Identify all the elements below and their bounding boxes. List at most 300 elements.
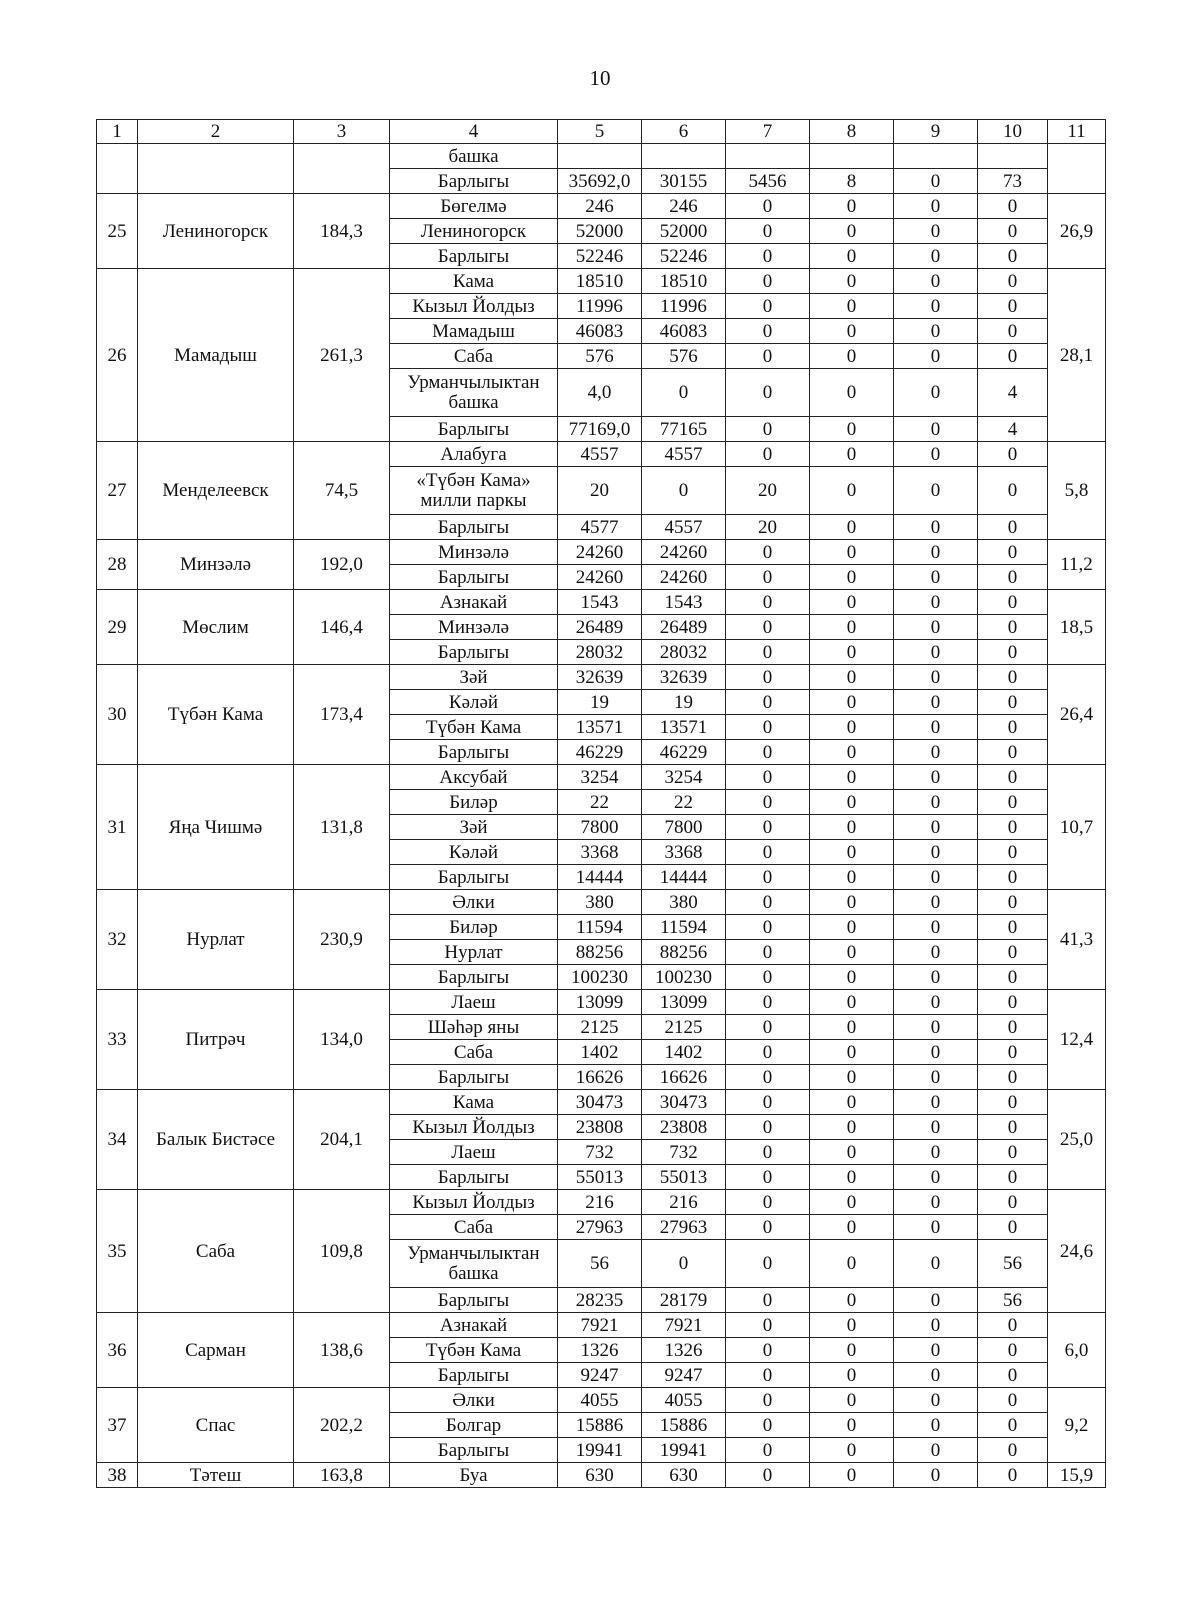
forestry-name: Барлыгы: [390, 1363, 558, 1388]
cell-c5: 1402: [558, 1040, 642, 1065]
cell-c5: 56: [558, 1240, 642, 1288]
column-header: 5: [558, 120, 642, 144]
district-share: 41,3: [1048, 890, 1106, 990]
cell-c7: 0: [726, 1363, 810, 1388]
cell-c6: 630: [642, 1463, 726, 1488]
cell-c5: 3254: [558, 765, 642, 790]
cell-c7: 0: [726, 194, 810, 219]
cell-c9: 0: [894, 1438, 978, 1463]
forestry-name: Кызыл Йолдыз: [390, 294, 558, 319]
cell-c8: 0: [810, 244, 894, 269]
cell-c9: 0: [894, 1115, 978, 1140]
forestry-name: Әлки: [390, 1388, 558, 1413]
cell-c10: 0: [978, 665, 1048, 690]
table-row: [97, 269, 1106, 294]
district-name: Мөслим: [138, 590, 294, 665]
district-area: 173,4: [294, 665, 390, 765]
cell-c7: 20: [726, 467, 810, 515]
cell-c9: 0: [894, 1363, 978, 1388]
district-name: Нурлат: [138, 890, 294, 990]
cell-c10: 0: [978, 940, 1048, 965]
forestry-name: Болгар: [390, 1413, 558, 1438]
cell-c5: 23808: [558, 1115, 642, 1140]
cell-c5: 4055: [558, 1388, 642, 1413]
cell-c6: 380: [642, 890, 726, 915]
cell-c6: 77165: [642, 417, 726, 442]
cell-c8: 0: [810, 369, 894, 417]
district-share: 6,0: [1048, 1313, 1106, 1388]
cell-c10: 0: [978, 590, 1048, 615]
row-number: 25: [97, 194, 138, 269]
cell-c8: 0: [810, 965, 894, 990]
forestry-name: Урманчылыктан башка: [390, 1240, 558, 1288]
cell-c6: 28179: [642, 1288, 726, 1313]
forestry-name: Барлыгы: [390, 1165, 558, 1190]
cell-c5: 30473: [558, 1090, 642, 1115]
forestry-name: Барлыгы: [390, 865, 558, 890]
cell-c10: 0: [978, 244, 1048, 269]
cell-c9: 0: [894, 169, 978, 194]
forestry-name: Нурлат: [390, 940, 558, 965]
cell-c9: 0: [894, 1288, 978, 1313]
district-area: 204,1: [294, 1090, 390, 1190]
row-number: 29: [97, 590, 138, 665]
cell-c10: 0: [978, 219, 1048, 244]
cell-c9: 0: [894, 1388, 978, 1413]
cell-c6: 732: [642, 1140, 726, 1165]
cell-c7: 0: [726, 590, 810, 615]
cell-c7: 5456: [726, 169, 810, 194]
forestry-name: Минзәлә: [390, 540, 558, 565]
row-number: 27: [97, 442, 138, 540]
forest-data-table: [96, 119, 1106, 1488]
row-number: 35: [97, 1190, 138, 1313]
cell-c8: 0: [810, 840, 894, 865]
table-row: [97, 765, 1106, 790]
cell-c9: 0: [894, 1338, 978, 1363]
cell-c9: 0: [894, 890, 978, 915]
cell-c8: 0: [810, 319, 894, 344]
cell-c8: 0: [810, 1413, 894, 1438]
row-number: 33: [97, 990, 138, 1090]
cell-c5: 630: [558, 1463, 642, 1488]
column-header: 9: [894, 120, 978, 144]
cell-c5: 4,0: [558, 369, 642, 417]
forestry-name: Буа: [390, 1463, 558, 1488]
cell-c8: 0: [810, 1288, 894, 1313]
cell-c10: 0: [978, 565, 1048, 590]
cell-c8: 0: [810, 915, 894, 940]
forestry-name: Лаеш: [390, 1140, 558, 1165]
cell-c7: 0: [726, 665, 810, 690]
cell-c10: 0: [978, 540, 1048, 565]
cell-c5: 11996: [558, 294, 642, 319]
cell-c8: 0: [810, 1438, 894, 1463]
district-name: Саба: [138, 1190, 294, 1313]
cell-c10: 0: [978, 515, 1048, 540]
cell-c10: 0: [978, 990, 1048, 1015]
district-share: 11,2: [1048, 540, 1106, 590]
cell-c10: 0: [978, 1438, 1048, 1463]
cell-c8: 0: [810, 417, 894, 442]
table-row: [97, 990, 1106, 1015]
cell-c6: 19941: [642, 1438, 726, 1463]
forestry-name: Саба: [390, 1040, 558, 1065]
cell-c7: 0: [726, 790, 810, 815]
cell-c10: 0: [978, 194, 1048, 219]
cell-c5: 1326: [558, 1338, 642, 1363]
table-row: [97, 1190, 1106, 1215]
cell-c7: [726, 144, 810, 169]
cell-c7: 0: [726, 865, 810, 890]
cell-c7: 0: [726, 1288, 810, 1313]
forestry-name: Барлыгы: [390, 244, 558, 269]
cell-c8: [810, 144, 894, 169]
cell-c8: 0: [810, 1190, 894, 1215]
district-name: Тәтеш: [138, 1463, 294, 1488]
cell-c5: 27963: [558, 1215, 642, 1240]
cell-c5: 22: [558, 790, 642, 815]
forestry-name: Шәһәр яны: [390, 1015, 558, 1040]
cell-c9: 0: [894, 690, 978, 715]
table-row: [97, 890, 1106, 915]
cell-c10: 0: [978, 865, 1048, 890]
table-row: [97, 1313, 1106, 1338]
cell-c7: 0: [726, 840, 810, 865]
cell-c6: 52246: [642, 244, 726, 269]
cell-c6: 3368: [642, 840, 726, 865]
district-share: [1048, 144, 1106, 194]
district-area: 261,3: [294, 269, 390, 442]
cell-c6: 576: [642, 344, 726, 369]
table-row: [97, 144, 1106, 169]
cell-c7: 0: [726, 1313, 810, 1338]
cell-c5: 32639: [558, 665, 642, 690]
cell-c10: 0: [978, 640, 1048, 665]
cell-c5: 24260: [558, 565, 642, 590]
district-share: 10,7: [1048, 765, 1106, 890]
district-share: 26,4: [1048, 665, 1106, 765]
cell-c9: 0: [894, 1140, 978, 1165]
cell-c7: 0: [726, 1065, 810, 1090]
cell-c6: 22: [642, 790, 726, 815]
cell-c7: 0: [726, 1165, 810, 1190]
cell-c5: 13571: [558, 715, 642, 740]
cell-c9: 0: [894, 615, 978, 640]
forestry-name: Лаеш: [390, 990, 558, 1015]
forestry-name: Барлыгы: [390, 1438, 558, 1463]
cell-c10: 0: [978, 1165, 1048, 1190]
cell-c5: 35692,0: [558, 169, 642, 194]
forestry-name: Зәй: [390, 815, 558, 840]
cell-c5: 216: [558, 1190, 642, 1215]
cell-c9: 0: [894, 1090, 978, 1115]
cell-c9: 0: [894, 1165, 978, 1190]
cell-c8: 0: [810, 1140, 894, 1165]
cell-c10: 0: [978, 1065, 1048, 1090]
district-area: 109,8: [294, 1190, 390, 1313]
cell-c6: [642, 144, 726, 169]
cell-c6: 23808: [642, 1115, 726, 1140]
forestry-name: Кәләй: [390, 840, 558, 865]
cell-c9: 0: [894, 1040, 978, 1065]
cell-c10: 0: [978, 1313, 1048, 1338]
cell-c10: 0: [978, 790, 1048, 815]
cell-c8: 0: [810, 815, 894, 840]
cell-c7: 0: [726, 1215, 810, 1240]
cell-c7: 0: [726, 442, 810, 467]
cell-c8: 0: [810, 1388, 894, 1413]
cell-c9: 0: [894, 515, 978, 540]
column-header: 3: [294, 120, 390, 144]
table-row: [97, 1388, 1106, 1413]
district-name: Яңа Чишмә: [138, 765, 294, 890]
cell-c9: 0: [894, 665, 978, 690]
cell-c8: 0: [810, 990, 894, 1015]
forestry-name: Азнакай: [390, 590, 558, 615]
cell-c8: 0: [810, 194, 894, 219]
forestry-name: Лениногорск: [390, 219, 558, 244]
cell-c5: 52000: [558, 219, 642, 244]
cell-c9: 0: [894, 1413, 978, 1438]
cell-c6: 9247: [642, 1363, 726, 1388]
row-number: 34: [97, 1090, 138, 1190]
forestry-name: Саба: [390, 1215, 558, 1240]
cell-c6: 11996: [642, 294, 726, 319]
cell-c10: 0: [978, 269, 1048, 294]
cell-c7: 0: [726, 1413, 810, 1438]
cell-c6: 16626: [642, 1065, 726, 1090]
forestry-name: Биләр: [390, 790, 558, 815]
cell-c8: 0: [810, 219, 894, 244]
cell-c6: 27963: [642, 1215, 726, 1240]
cell-c6: 4055: [642, 1388, 726, 1413]
column-header: 2: [138, 120, 294, 144]
cell-c7: 0: [726, 344, 810, 369]
cell-c5: 100230: [558, 965, 642, 990]
cell-c6: 11594: [642, 915, 726, 940]
table-row: [97, 1463, 1106, 1488]
cell-c10: 0: [978, 1388, 1048, 1413]
cell-c7: 20: [726, 515, 810, 540]
cell-c10: 0: [978, 815, 1048, 840]
forestry-name: «Түбән Кама» милли паркы: [390, 467, 558, 515]
cell-c7: 0: [726, 369, 810, 417]
cell-c8: 0: [810, 865, 894, 890]
row-number: 38: [97, 1463, 138, 1488]
row-number: 28: [97, 540, 138, 590]
cell-c10: 56: [978, 1288, 1048, 1313]
forestry-name: Барлыгы: [390, 169, 558, 194]
cell-c9: 0: [894, 715, 978, 740]
table-row: [97, 540, 1106, 565]
cell-c7: 0: [726, 990, 810, 1015]
forestry-name: Биләр: [390, 915, 558, 940]
cell-c5: 7800: [558, 815, 642, 840]
cell-c9: 0: [894, 369, 978, 417]
forestry-name: Барлыгы: [390, 417, 558, 442]
cell-c7: 0: [726, 1015, 810, 1040]
cell-c10: 0: [978, 715, 1048, 740]
forestry-name: Кызыл Йолдыз: [390, 1115, 558, 1140]
cell-c9: 0: [894, 442, 978, 467]
cell-c10: 0: [978, 1040, 1048, 1065]
cell-c9: 0: [894, 990, 978, 1015]
cell-c9: 0: [894, 815, 978, 840]
cell-c6: 30473: [642, 1090, 726, 1115]
cell-c5: 3368: [558, 840, 642, 865]
district-share: 26,9: [1048, 194, 1106, 269]
district-name: [138, 144, 294, 194]
cell-c5: 380: [558, 890, 642, 915]
cell-c10: 0: [978, 840, 1048, 865]
cell-c6: 13571: [642, 715, 726, 740]
forestry-name: Барлыгы: [390, 1288, 558, 1313]
cell-c5: 19941: [558, 1438, 642, 1463]
cell-c8: 0: [810, 1215, 894, 1240]
cell-c8: 0: [810, 565, 894, 590]
cell-c5: 52246: [558, 244, 642, 269]
cell-c9: 0: [894, 244, 978, 269]
cell-c5: 28032: [558, 640, 642, 665]
cell-c5: [558, 144, 642, 169]
cell-c5: 2125: [558, 1015, 642, 1040]
cell-c10: 0: [978, 467, 1048, 515]
district-name: Түбән Кама: [138, 665, 294, 765]
cell-c8: 0: [810, 294, 894, 319]
cell-c7: 0: [726, 1388, 810, 1413]
row-number: 30: [97, 665, 138, 765]
cell-c10: 0: [978, 1090, 1048, 1115]
cell-c6: 30155: [642, 169, 726, 194]
cell-c9: 0: [894, 1313, 978, 1338]
cell-c8: 0: [810, 515, 894, 540]
cell-c6: 1326: [642, 1338, 726, 1363]
cell-c7: 0: [726, 640, 810, 665]
district-share: 25,0: [1048, 1090, 1106, 1190]
cell-c5: 576: [558, 344, 642, 369]
column-header: 4: [390, 120, 558, 144]
cell-c9: 0: [894, 740, 978, 765]
cell-c7: 0: [726, 1338, 810, 1363]
cell-c10: 0: [978, 1413, 1048, 1438]
cell-c9: 0: [894, 640, 978, 665]
cell-c6: 18510: [642, 269, 726, 294]
cell-c8: 0: [810, 1015, 894, 1040]
forestry-name: Кама: [390, 269, 558, 294]
row-number: 31: [97, 765, 138, 890]
cell-c9: 0: [894, 1065, 978, 1090]
cell-c10: 73: [978, 169, 1048, 194]
cell-c6: 7800: [642, 815, 726, 840]
cell-c6: 28032: [642, 640, 726, 665]
cell-c10: 0: [978, 319, 1048, 344]
cell-c8: 0: [810, 1338, 894, 1363]
cell-c10: 56: [978, 1240, 1048, 1288]
cell-c10: 0: [978, 1363, 1048, 1388]
cell-c6: 0: [642, 467, 726, 515]
forestry-name: Барлыгы: [390, 965, 558, 990]
cell-c9: 0: [894, 269, 978, 294]
cell-c6: 3254: [642, 765, 726, 790]
forestry-name: Саба: [390, 344, 558, 369]
cell-c9: 0: [894, 467, 978, 515]
cell-c10: 0: [978, 1215, 1048, 1240]
cell-c9: 0: [894, 765, 978, 790]
cell-c8: 0: [810, 940, 894, 965]
cell-c6: 24260: [642, 565, 726, 590]
district-area: 74,5: [294, 442, 390, 540]
cell-c6: 46083: [642, 319, 726, 344]
cell-c10: 0: [978, 890, 1048, 915]
cell-c9: 0: [894, 965, 978, 990]
cell-c6: 24260: [642, 540, 726, 565]
cell-c5: 26489: [558, 615, 642, 640]
cell-c10: 0: [978, 1140, 1048, 1165]
cell-c7: 0: [726, 1463, 810, 1488]
cell-c5: 18510: [558, 269, 642, 294]
forestry-name: Кәләй: [390, 690, 558, 715]
cell-c5: 16626: [558, 1065, 642, 1090]
cell-c7: 0: [726, 940, 810, 965]
cell-c5: 246: [558, 194, 642, 219]
cell-c6: 1402: [642, 1040, 726, 1065]
cell-c7: 0: [726, 319, 810, 344]
row-number: 32: [97, 890, 138, 990]
cell-c8: 0: [810, 1115, 894, 1140]
cell-c9: 0: [894, 219, 978, 244]
cell-c8: 0: [810, 665, 894, 690]
page-number: 10: [589, 66, 611, 90]
district-share: 28,1: [1048, 269, 1106, 442]
cell-c8: 0: [810, 344, 894, 369]
forestry-name: Аксубай: [390, 765, 558, 790]
cell-c5: 11594: [558, 915, 642, 940]
cell-c7: 0: [726, 565, 810, 590]
cell-c9: 0: [894, 565, 978, 590]
cell-c9: 0: [894, 840, 978, 865]
cell-c7: 0: [726, 965, 810, 990]
forestry-name: Зәй: [390, 665, 558, 690]
cell-c7: 0: [726, 1115, 810, 1140]
cell-c6: 32639: [642, 665, 726, 690]
cell-c8: 0: [810, 1240, 894, 1288]
district-area: 134,0: [294, 990, 390, 1090]
table-row: [97, 590, 1106, 615]
cell-c6: 55013: [642, 1165, 726, 1190]
column-header: 10: [978, 120, 1048, 144]
cell-c6: 246: [642, 194, 726, 219]
cell-c7: 0: [726, 1090, 810, 1115]
cell-c7: 0: [726, 615, 810, 640]
district-area: 131,8: [294, 765, 390, 890]
cell-c9: 0: [894, 1240, 978, 1288]
cell-c9: 0: [894, 1215, 978, 1240]
district-area: 146,4: [294, 590, 390, 665]
forestry-name: Барлыгы: [390, 565, 558, 590]
cell-c9: 0: [894, 1190, 978, 1215]
cell-c10: 0: [978, 740, 1048, 765]
district-name: Менделеевск: [138, 442, 294, 540]
forestry-name: Азнакай: [390, 1313, 558, 1338]
district-share: 9,2: [1048, 1388, 1106, 1463]
cell-c9: [894, 144, 978, 169]
cell-c5: 14444: [558, 865, 642, 890]
cell-c8: 0: [810, 790, 894, 815]
district-area: 184,3: [294, 194, 390, 269]
cell-c8: 0: [810, 1090, 894, 1115]
cell-c10: 0: [978, 294, 1048, 319]
